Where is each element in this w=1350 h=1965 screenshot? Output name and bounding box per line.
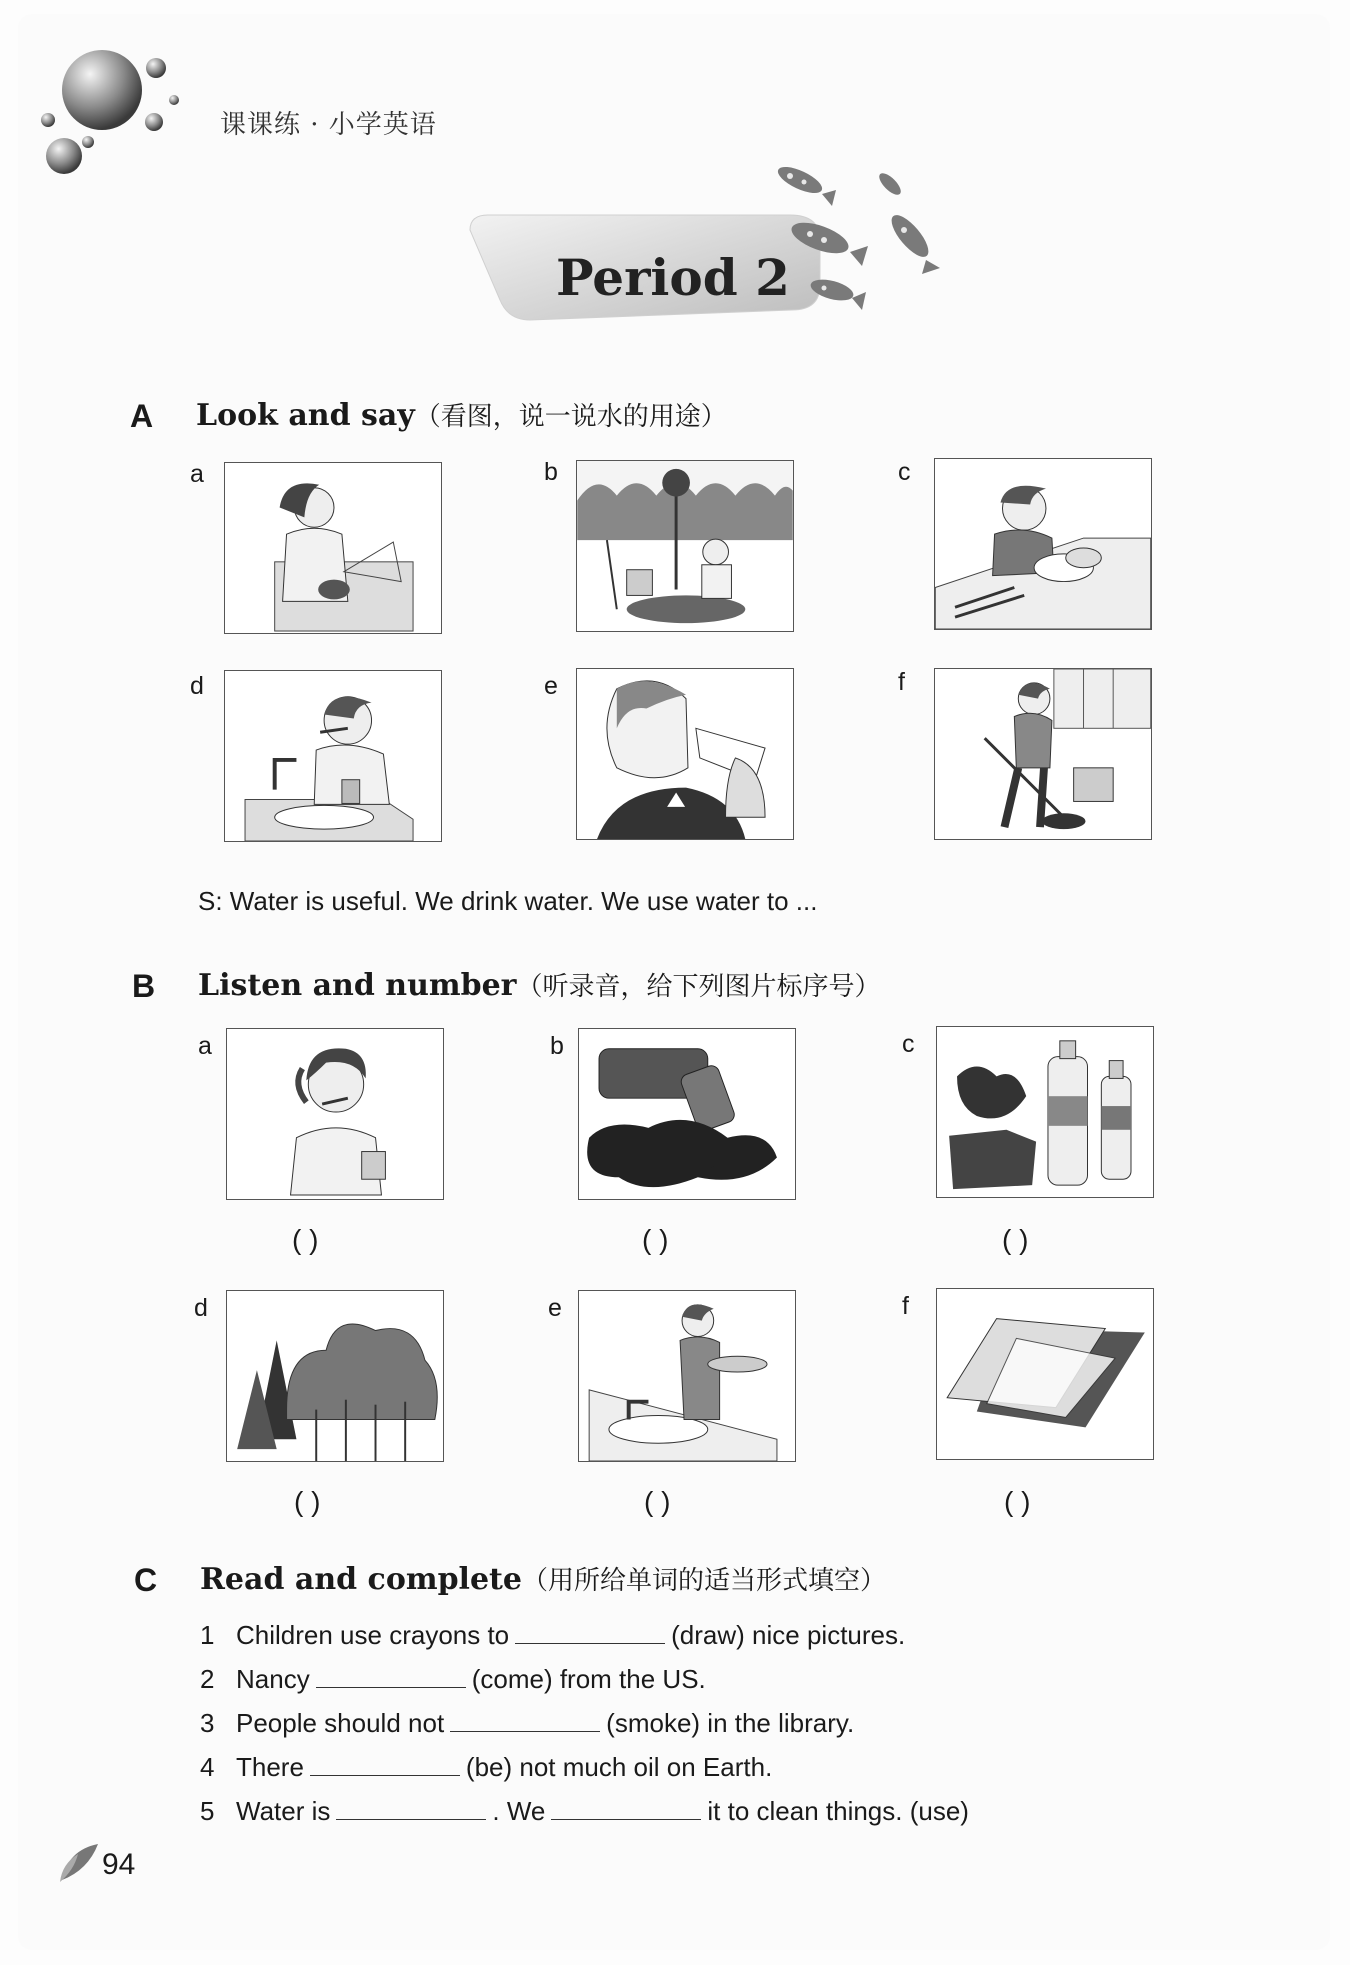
- answer-blank[interactable]: ( ): [292, 1224, 319, 1255]
- picture-label: c: [902, 1030, 915, 1058]
- picture-label: e: [548, 1294, 562, 1322]
- answer-blank[interactable]: ( ): [642, 1224, 669, 1255]
- section-c-title: [200, 1560, 886, 1597]
- picture-label: b: [550, 1032, 564, 1060]
- answer-blank[interactable]: ( ): [1002, 1224, 1029, 1255]
- paper-sheets-icon: [936, 1288, 1154, 1460]
- item-text: There: [236, 1752, 304, 1782]
- section-b-letter: B: [132, 968, 156, 1004]
- section-b-note: （听录音，给下列图片标序号）: [516, 972, 881, 1002]
- picture-label: a: [198, 1032, 212, 1060]
- item-text: Children use crayons to: [236, 1620, 510, 1650]
- section-c-letter: C: [134, 1562, 158, 1598]
- item-text: People should not: [236, 1708, 445, 1738]
- fill-blank[interactable]: [450, 1709, 600, 1732]
- section-a-title: [196, 396, 727, 433]
- section-c-note: （用所给单词的适当形式填空）: [521, 1566, 886, 1596]
- boy-drinking-water-icon: [576, 668, 794, 840]
- picture-label: f: [902, 1292, 909, 1320]
- boy-washing-dishes-icon: [934, 458, 1152, 630]
- boy-brushing-teeth-icon: [224, 670, 442, 842]
- boy-planting-tree-icon: [576, 460, 794, 632]
- fill-blank[interactable]: [310, 1753, 460, 1776]
- exercise-item: [200, 1708, 854, 1739]
- item-text: Nancy: [236, 1664, 310, 1694]
- page-title: Period 2: [556, 248, 790, 307]
- picture-label: d: [190, 672, 204, 700]
- plastic-bags-bottles-icon: [936, 1026, 1154, 1198]
- answer-blank[interactable]: ( ): [1004, 1486, 1031, 1517]
- section-a-heading: Look and say: [196, 398, 415, 433]
- fill-blank[interactable]: [316, 1665, 466, 1688]
- girl-brushing-teeth-icon: [226, 1028, 444, 1200]
- book-header: 课课练 · 小学英语: [220, 110, 437, 140]
- boy-mopping-floor-icon: [934, 668, 1152, 840]
- exercise-item: [200, 1796, 969, 1827]
- exercise-item: [200, 1752, 772, 1783]
- item-text: (draw) nice pictures.: [671, 1620, 906, 1650]
- page-number: 94: [102, 1848, 136, 1881]
- item-text: . We: [492, 1796, 546, 1826]
- item-number: 1: [200, 1620, 215, 1650]
- item-text: it to clean things. (use): [707, 1796, 969, 1826]
- bubbles-icon: [36, 44, 196, 184]
- picture-label: a: [190, 460, 204, 488]
- woman-washing-clothes-icon: [224, 462, 442, 634]
- answer-blank[interactable]: ( ): [294, 1486, 321, 1517]
- leaf-icon: [58, 1840, 102, 1884]
- section-c-heading: Read and complete: [200, 1562, 522, 1597]
- item-text: Water is: [236, 1796, 331, 1826]
- picture-label: f: [898, 668, 905, 696]
- item-text: (come) from the US.: [471, 1664, 706, 1694]
- fill-blank[interactable]: [551, 1797, 701, 1820]
- item-number: 2: [200, 1664, 215, 1694]
- exercise-item: [200, 1664, 706, 1695]
- oil-pollution-pipe-icon: [578, 1028, 796, 1200]
- picture-label: b: [544, 458, 558, 486]
- picture-label: e: [544, 672, 558, 700]
- item-number: 4: [200, 1752, 215, 1782]
- section-b-title: [198, 966, 881, 1003]
- fill-blank[interactable]: [515, 1621, 665, 1644]
- section-a-letter: A: [130, 398, 154, 434]
- section-b-heading: Listen and number: [198, 968, 517, 1003]
- item-text: (smoke) in the library.: [606, 1708, 855, 1738]
- boy-carrying-basin-icon: [578, 1290, 796, 1462]
- section-a-note: （看图，说一说水的用途）: [414, 402, 727, 432]
- item-number: 3: [200, 1708, 215, 1738]
- item-text: (be) not much oil on Earth.: [465, 1752, 773, 1782]
- fill-blank[interactable]: [336, 1797, 486, 1820]
- example-sentence: S: Water is useful. We drink water. We use water to ...: [198, 886, 818, 916]
- item-number: 5: [200, 1796, 215, 1826]
- picture-label: d: [194, 1294, 208, 1322]
- exercise-item: [200, 1620, 905, 1651]
- answer-blank[interactable]: ( ): [644, 1486, 671, 1517]
- picture-label: c: [898, 458, 911, 486]
- forest-trees-icon: [226, 1290, 444, 1462]
